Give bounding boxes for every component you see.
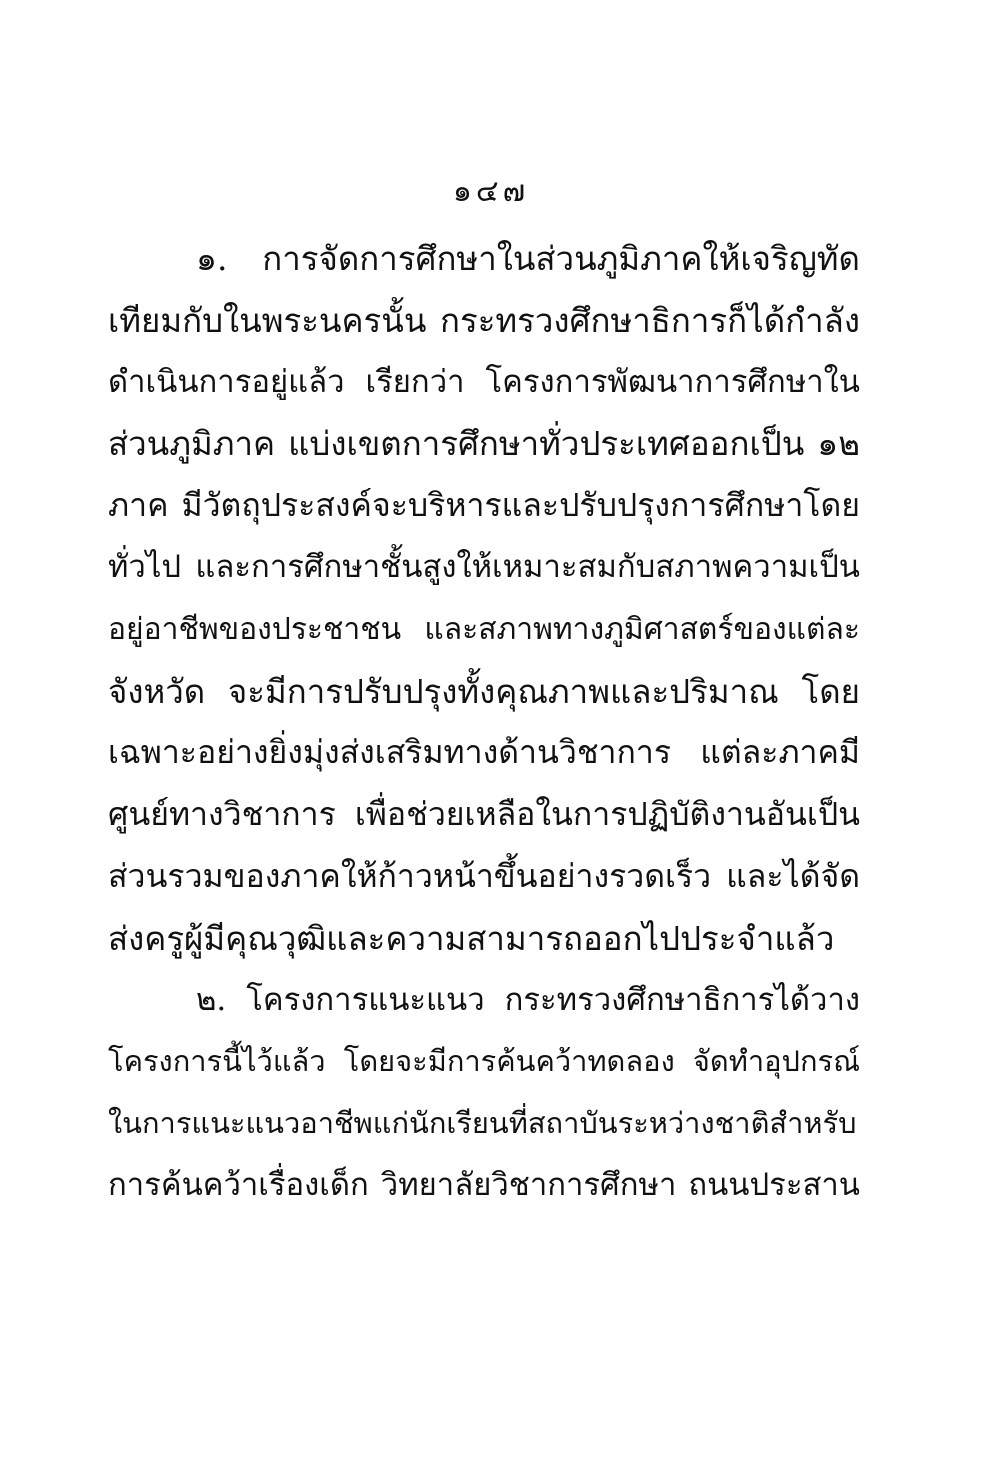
paragraph-line: การค้นคว้าเรื่องเด็ก วิทยาลัยวิชาการศึกษา ถนนประสาน: [108, 1166, 860, 1203]
paragraph-line: เทียมกับในพระนครนั้น กระทรวงศึกษาธิการก็ได้กำลัง: [108, 300, 860, 340]
body-text: [108, 228, 860, 1217]
paragraph-line: ๒. โครงการแนะแนว กระทรวงศึกษาธิการได้วาง: [196, 981, 860, 1018]
paragraph-line: ทั่วไป และการศึกษาชั้นสูงให้เหมาะสมกับสภาพความเป็น: [108, 548, 860, 585]
paragraph-line: ดำเนินการอยู่แล้ว เรียกว่า โครงการพัฒนาการศึกษาใน: [108, 363, 860, 400]
paragraph-line: ศูนย์ทางวิชาการ เพื่อช่วยเหลือในการปฏิบัติงานอันเป็น: [108, 795, 860, 834]
paragraph-line: ส่วนภูมิภาค แบ่งเขตการศึกษาทั่วประเทศออกเป็น ๑๒: [108, 424, 860, 464]
paragraph-line: อยู่อาชีพของประชาชน และสภาพทางภูมิศาสตร์ของแต่ละ: [108, 611, 860, 647]
paragraph-line: ๑. การจัดการศึกษาในส่วนภูมิภาคให้เจริญทัด: [196, 239, 860, 278]
paragraph-line: ส่วนรวมของภาคให้ก้าวหน้าขึ้นอย่างรวดเร็ว และได้จัด: [108, 856, 860, 895]
paragraph-line: ในการแนะแนวอาชีพแก่นักเรียนที่สถาบันระหว่างชาติสำหรับ: [108, 1106, 857, 1141]
paragraph-line: จังหวัด จะมีการปรับปรุงทั้งคุณภาพและปริมาณ โดย: [108, 671, 860, 711]
page-number: ๑๔๗: [452, 174, 530, 209]
paragraph-line: ภาค มีวัตถุประสงค์จะบริหารและปรับปรุงการศึกษาโดย: [108, 486, 860, 525]
paragraph-line: ส่งครูผู้มีคุณวุฒิและความสามารถออกไปประจำแล้ว: [108, 918, 835, 958]
paragraph-line: โครงการนี้ไว้แล้ว โดยจะมีการค้นคว้าทดลอง จัดทำอุปกรณ์: [108, 1044, 860, 1079]
paragraph-line: เฉพาะอย่างยิ่งมุ่งส่งเสริมทางด้านวิชาการ แต่ละภาคมี: [108, 733, 860, 772]
